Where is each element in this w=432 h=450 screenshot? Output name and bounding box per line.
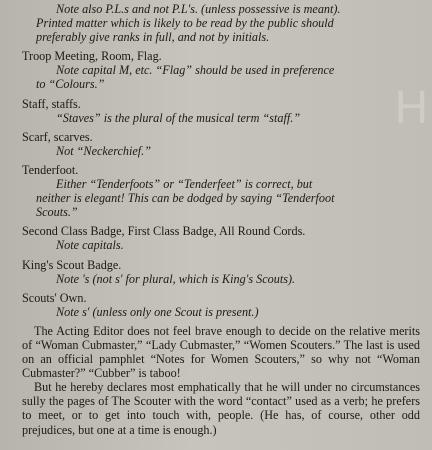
note-line: Not “Neckerchief.” — [56, 143, 152, 158]
glossary-list — [22, 2, 420, 319]
note-line: Printed matter which is likely to be read by the public should — [36, 16, 334, 31]
glossary-entry — [22, 130, 420, 158]
entry-term: Second Class Badge, First Class Badge, All Round Cords. — [22, 224, 306, 239]
note-line: to “Colours.” — [36, 77, 105, 92]
entry-term: King's Scout Badge. — [22, 257, 122, 272]
glossary-entry — [22, 97, 420, 125]
entry-term: Troop Meeting, Room, Flag. — [22, 49, 162, 64]
body-paragraph: But he hereby declares most emphatically that he will under no circumstances sully the pages of The Scouter with the word “contact” used as a verb; he prefers to meet, or to get into touch with, people. (He has, of course, other odd prejudices, but one at a time is enough.) — [22, 380, 420, 437]
body-paragraph: The Acting Editor does not feel brave enough to decide on the relative merits of “Woman Cubmaster,” “Lady Cubmaster,” “Women Scouters.” The last is used on an official pamphlet “Notes for Women Scouters,” so why not “Woman Cubmaster?” “Cubber” is taboo! — [22, 323, 420, 381]
entry-term: Tenderfoot. — [22, 162, 79, 177]
glossary-entry — [22, 49, 420, 91]
entry-term: Scouts' Own. — [22, 290, 87, 305]
note-line: neither is elegant! This can be dodged by saying “Tenderfoot — [36, 191, 335, 206]
glossary-entry — [22, 258, 420, 286]
note-line: Note also P.L.s and not P.L's. (unless possessive is meant). — [56, 2, 341, 16]
note-line: “Staves” is the plural of the musical term “staff.” — [56, 110, 301, 125]
note-line: Either “Tenderfoots” or “Tenderfeet” is correct, but — [56, 177, 313, 192]
note-line: Note 's (not s' for plural, which is King's Scouts). — [56, 271, 296, 286]
glossary-entry — [22, 224, 420, 252]
note-line: Scouts.” — [36, 205, 78, 220]
note-line: Note capitals. — [56, 238, 124, 253]
glossary-entry — [22, 291, 420, 319]
entry-term: Scarf, scarves. — [22, 129, 93, 144]
note-line: Note capital M, etc. “Flag” should be used in preference — [56, 63, 335, 78]
note-line: preferably give ranks in full, and not by initials. — [36, 30, 270, 45]
note-line: Note s' (unless only one Scout is present.) — [56, 304, 259, 319]
glossary-entry — [22, 2, 420, 44]
show-through-decoration: H — [394, 81, 430, 133]
glossary-entry — [22, 163, 420, 219]
entry-term: Staff, staffs. — [22, 96, 81, 111]
